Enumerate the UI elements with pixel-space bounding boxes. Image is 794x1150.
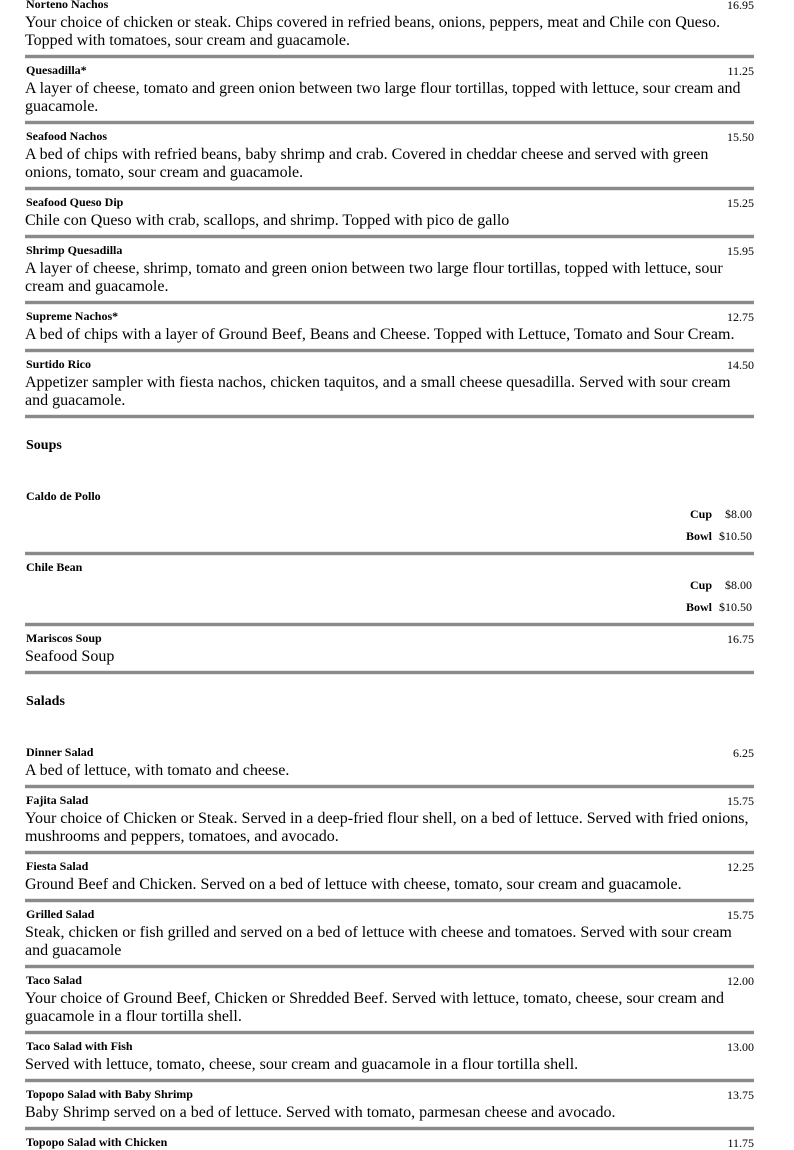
menu-item-description: A layer of cheese, shrimp, tomato and green onion between two large flour tortillas, topped with lettuce, sour cream and guacamole.	[25, 260, 723, 295]
menu-item-header	[0, 741, 794, 759]
menu-item-description: A bed of lettuce, with tomato and cheese.	[25, 762, 290, 779]
menu-item-sized	[0, 485, 794, 556]
menu-item-description: A layer of cheese, tomato and green onion between two large flour tortillas, topped with lettuce, sour cream and guacamole.	[25, 80, 741, 115]
menu-item-description: A bed of chips with refried beans, baby shrimp and crab. Covered in cheddar cheese and served with green onions, tomato, sour cream and guacamole.	[25, 146, 709, 181]
menu-item-price: 11.75	[727, 1136, 754, 1150]
menu-item-header	[0, 1035, 794, 1053]
menu-item-header	[0, 0, 794, 11]
menu-item-header	[0, 191, 794, 209]
size-option	[686, 529, 752, 547]
size-option	[686, 600, 752, 618]
size-options	[0, 574, 794, 618]
menu-item-description: Seafood Soup	[25, 648, 115, 665]
menu-item-header	[0, 1083, 794, 1101]
menu-item-price: 15.75	[727, 794, 754, 808]
menu-item-name: Seafood Queso Dip	[26, 195, 124, 209]
menu-item-price: 15.95	[727, 244, 754, 258]
menu-item	[0, 969, 794, 1035]
menu-item-price: 11.25	[727, 64, 754, 78]
menu-item-description: Chile con Queso with crab, scallops, and shrimp. Topped with pico de gallo	[25, 212, 510, 229]
size-option	[690, 578, 752, 596]
menu-item-header	[0, 855, 794, 873]
menu-item	[0, 0, 794, 59]
size-label: Cup	[689, 507, 712, 521]
menu-item-name: Topopo Salad with Chicken	[26, 1135, 168, 1149]
menu-item-name: Fiesta Salad	[26, 859, 89, 873]
menu-item	[0, 1035, 794, 1083]
menu-item-header	[0, 1131, 794, 1149]
soups-list	[0, 627, 794, 675]
menu-item	[0, 1083, 794, 1131]
menu-item-price: 13.75	[727, 1088, 754, 1102]
menu-item	[0, 191, 794, 239]
menu-item-name: Taco Salad with Fish	[26, 1039, 133, 1053]
menu-item-name: Surtido Rico	[26, 357, 92, 371]
size-price: $10.50	[719, 529, 752, 543]
menu-item-header	[0, 125, 794, 143]
menu-item-sized	[0, 556, 794, 627]
menu-item-header	[0, 556, 794, 574]
menu-item-name: Norteno Nachos	[26, 0, 109, 11]
menu-item	[0, 789, 794, 855]
menu-item-price: 13.00	[727, 1040, 754, 1054]
menu-item-name: Taco Salad	[26, 973, 82, 987]
size-label: Bowl	[685, 600, 712, 614]
menu-item-header	[0, 239, 794, 257]
menu-item	[0, 239, 794, 305]
menu-item-header	[0, 969, 794, 987]
size-label: Bowl	[685, 529, 712, 543]
menu-item-price: 14.50	[727, 358, 754, 372]
menu-item-name: Quesadilla*	[26, 63, 87, 77]
menu-item-name: Supreme Nachos*	[26, 309, 119, 323]
menu-item-name: Chile Bean	[26, 560, 83, 574]
menu-item-price: 15.75	[727, 908, 754, 922]
menu-item-price: 12.00	[727, 974, 754, 988]
size-price: $8.00	[725, 507, 752, 521]
menu-item-description: A bed of chips with a layer of Ground Beef, Beans and Cheese. Topped with Lettuce, Tomato and Sour Cream.	[25, 326, 735, 343]
section-title: Soups	[26, 438, 62, 453]
menu-item-name: Caldo de Pollo	[26, 489, 101, 503]
menu-item-name: Fajita Salad	[26, 793, 89, 807]
menu-item	[0, 855, 794, 903]
menu-item-description: Appetizer sampler with fiesta nachos, chicken taquitos, and a small cheese quesadilla. Served with sour cream and guacamole.	[25, 374, 731, 409]
menu-item-price: 16.95	[727, 0, 754, 12]
menu-item	[0, 305, 794, 353]
menu-item-header	[0, 627, 794, 645]
menu-item-description: Steak, chicken or fish grilled and served on a bed of lettuce with cheese and tomatoes. Served with sour cream and guacamole	[25, 924, 732, 959]
menu-item-name: Grilled Salad	[26, 907, 95, 921]
appetizers-section	[0, 0, 794, 419]
soups-header	[0, 419, 794, 485]
salads-section	[0, 675, 794, 1149]
menu-item-price: 12.25	[727, 860, 754, 874]
menu-item	[0, 741, 794, 789]
menu-item-header	[0, 789, 794, 807]
menu-item-header	[0, 353, 794, 371]
menu-item	[0, 59, 794, 125]
menu-item-header	[0, 903, 794, 921]
menu-item-description: Your choice of chicken or steak. Chips covered in refried beans, onions, peppers, meat and Chile con Queso. Topped with tomatoes, sour cream and guacamole.	[25, 14, 721, 49]
menu-item-description: Ground Beef and Chicken. Served on a bed of lettuce with cheese, tomato, sour cream and guacamole.	[25, 876, 682, 893]
soups-section	[0, 419, 794, 675]
menu-item-description: Baby Shrimp served on a bed of lettuce. Served with tomato, parmesan cheese and avocado.	[25, 1104, 616, 1121]
menu-item-price: 6.25	[733, 746, 754, 760]
menu-item-header	[0, 485, 794, 503]
menu-item-name: Seafood Nachos	[26, 129, 108, 143]
menu-item-description: Your choice of Ground Beef, Chicken or Shredded Beef. Served with lettuce, tomato, cheese, sour cream and guacamole in a flour tortilla shell.	[25, 990, 725, 1025]
soups-sized-list	[0, 485, 794, 627]
menu-item	[0, 627, 794, 675]
size-options	[0, 503, 794, 547]
size-option	[690, 507, 752, 525]
menu-item-name: Topopo Salad with Baby Shrimp	[26, 1087, 193, 1101]
menu-item-price: 15.25	[727, 196, 754, 210]
menu-item-price: 16.75	[727, 632, 754, 646]
menu-item-header	[0, 305, 794, 323]
menu-item-description: Your choice of Chicken or Steak. Served in a deep-fried flour shell, on a bed of lettuce. Served with fried onions, mushrooms and peppers, tomatoes, and avocado.	[25, 810, 749, 845]
menu-item	[0, 125, 794, 191]
menu-item-header	[0, 59, 794, 77]
menu-item-name: Shrimp Quesadilla	[26, 243, 123, 257]
menu-item-price: 12.75	[727, 310, 754, 324]
menu-item	[0, 903, 794, 969]
menu-item-price: 15.50	[727, 130, 754, 144]
menu-item-description: Served with lettuce, tomato, cheese, sour cream and guacamole in a flour tortilla shell.	[25, 1056, 579, 1073]
menu-item-name: Mariscos Soup	[26, 631, 102, 645]
salads-header	[0, 675, 794, 741]
section-title: Salads	[26, 694, 65, 709]
size-price: $8.00	[725, 578, 752, 592]
menu-item	[0, 1131, 794, 1149]
size-label: Cup	[689, 578, 712, 592]
menu-item-name: Dinner Salad	[26, 745, 94, 759]
menu-item	[0, 353, 794, 419]
size-price: $10.50	[719, 600, 752, 614]
